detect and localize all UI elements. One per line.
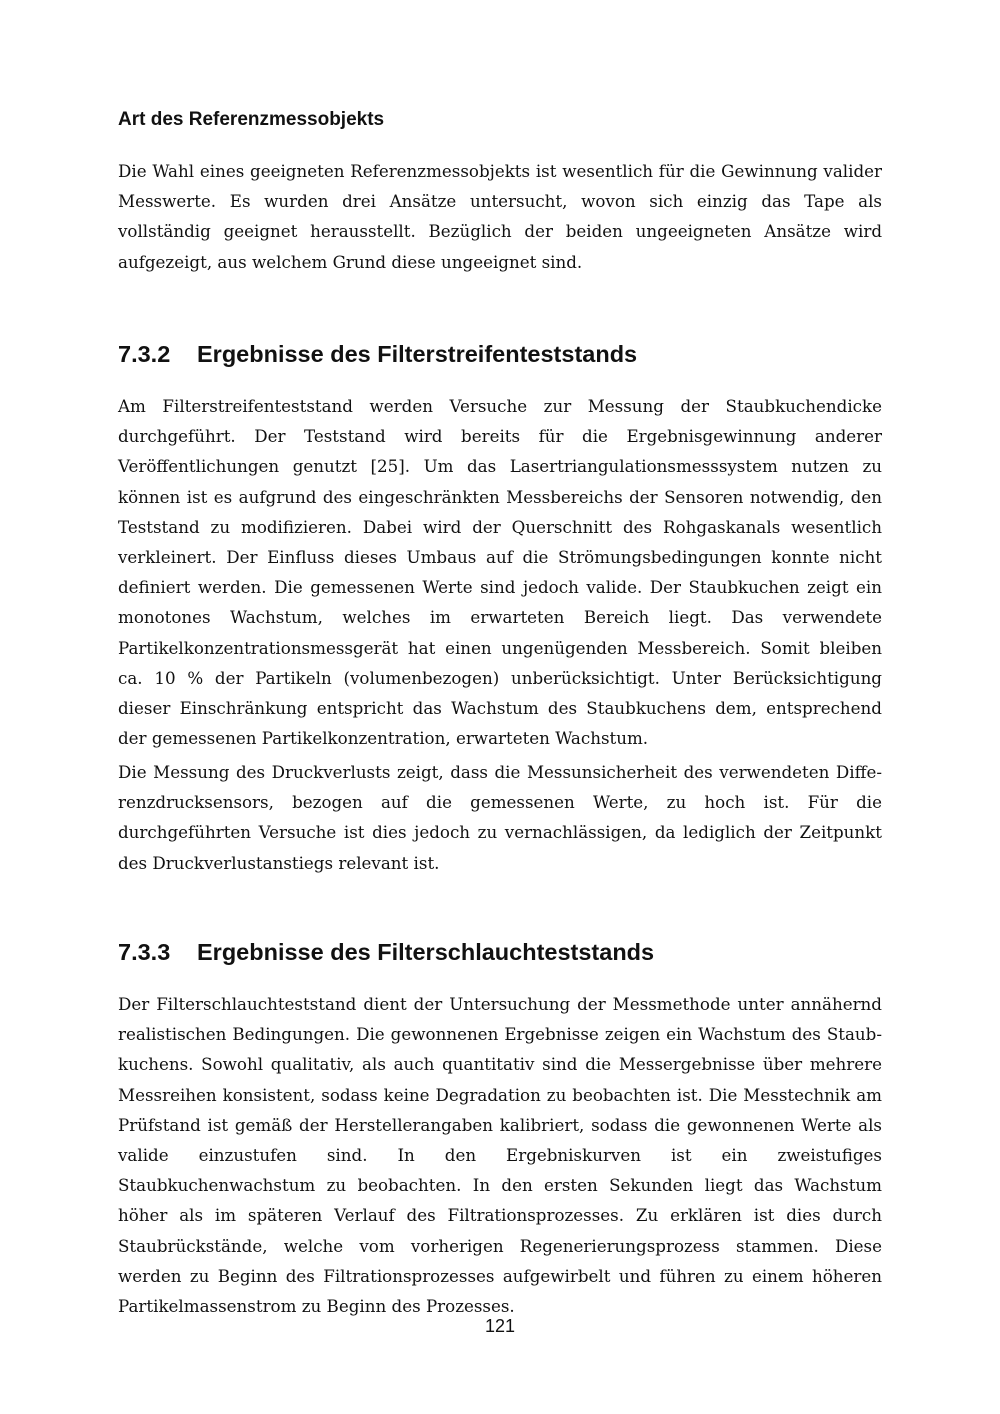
section-heading-7-3-3 bbox=[118, 937, 654, 967]
section-number-7-3-3: 7.3.3 bbox=[118, 939, 171, 965]
intro-paragraph: Die Wahl eines geeigneten Referenzmessobjekts ist wesentlich für die Gewinnung valider Messwerte. Es wurden drei Ansätze untersucht, wovon sich einzig das Tape als vollständig geeignet herausstellt. Bezüglich der beiden ungeeigneten Ansätze wird aufgezeigt, aus welchem Grund diese ungeeignet sind. bbox=[118, 161, 882, 272]
section-heading-7-3-2 bbox=[118, 339, 637, 369]
section-7-3-3-paragraph: Der Filterschlauchteststand dient der Untersuchung der Messmethode unter annähernd realistischen Bedingungen. Die gewonnenen Ergebnisse zeigen ein Wachstum des Staubkuchens. Sowohl qualitativ, als auch quantitativ sind die Messergebnisse über mehrere Messreihen konsistent, sodass keine Degradation zu beobachten ist. Die Messtechnik am Prüfstand ist gemäß der Herstellerangaben kalibriert, sodass die gewonnenen Werte als valide einzustufen sind. In den Ergebniskurven ist ein zweistufiges Staubkuchenwachstum zu beobachten. In den ersten Sekunden liegt das Wachstum höher als im späteren Verlauf des Filtrationsprozesses. Zu erklären ist dies durch Staubrückstände, welche vom vorherigen Regenerierungsprozess stammen. Diese werden zu Beginn des Filtrationsprozesses aufgewirbelt und führen zu einem höheren Partikelmassenstrom zu Beginn des Prozesses. bbox=[118, 994, 882, 1317]
section-title-7-3-3: Ergebnisse des Filterschlauchteststands bbox=[197, 939, 655, 965]
document-page bbox=[118, 0, 882, 1414]
paragraph-heading-referenzmessobjekt: Art des Referenzmessobjekts bbox=[118, 109, 385, 130]
page-number: 121 bbox=[484, 1316, 516, 1336]
section-7-3-2-paragraph-2: Die Messung des Druckverlusts zeigt, dass die Messunsicherheit des verwendeten Differenzdrucksensors, bezogen auf die gemessenen Werte, zu hoch ist. Für die durchgeführten Versuche ist dies jedoch zu vernachlässigen, da lediglich der Zeitpunkt des Druckverlustanstiegs relevant ist. bbox=[118, 762, 882, 873]
section-number-7-3-2: 7.3.2 bbox=[118, 341, 171, 367]
section-title-7-3-2: Ergebnisse des Filterstreifenteststands bbox=[197, 341, 638, 367]
section-7-3-2-paragraph-1: Am Filterstreifenteststand werden Versuche zur Messung der Staubkuchendicke durchgeführt. Der Teststand wird bereits für die Ergebnisgewinnung anderer Veröffentlichungen genutzt [25]. Um das Lasertriangulationsmesssystem nutzen zu können ist es aufgrund des eingeschränkten Messbereichs der Sensoren notwendig, den Teststand zu modifizieren. Dabei wird der Querschnitt des Rohgaskanals wesentlich verkleinert. Der Einfluss dieses Umbaus auf die Strömungsbedingungen konnte nicht definiert werden. Die gemessenen Werte sind jedoch valide. Der Staubkuchen zeigt ein monotones Wachstum, welches im erwarteten Bereich liegt. Das verwendete Partikelkonzentrationsmessgerät hat einen ungenügenden Messbereich. Somit bleiben ca. 10 % der Partikeln (volumenbezogen) unberücksichtigt. Unter Berücksichtigung dieser Einschränkung entspricht das Wachstum des Staubkuchens dem, entsprechend der gemessenen Partikelkonzentration, erwarteten Wachstum. bbox=[118, 396, 882, 749]
